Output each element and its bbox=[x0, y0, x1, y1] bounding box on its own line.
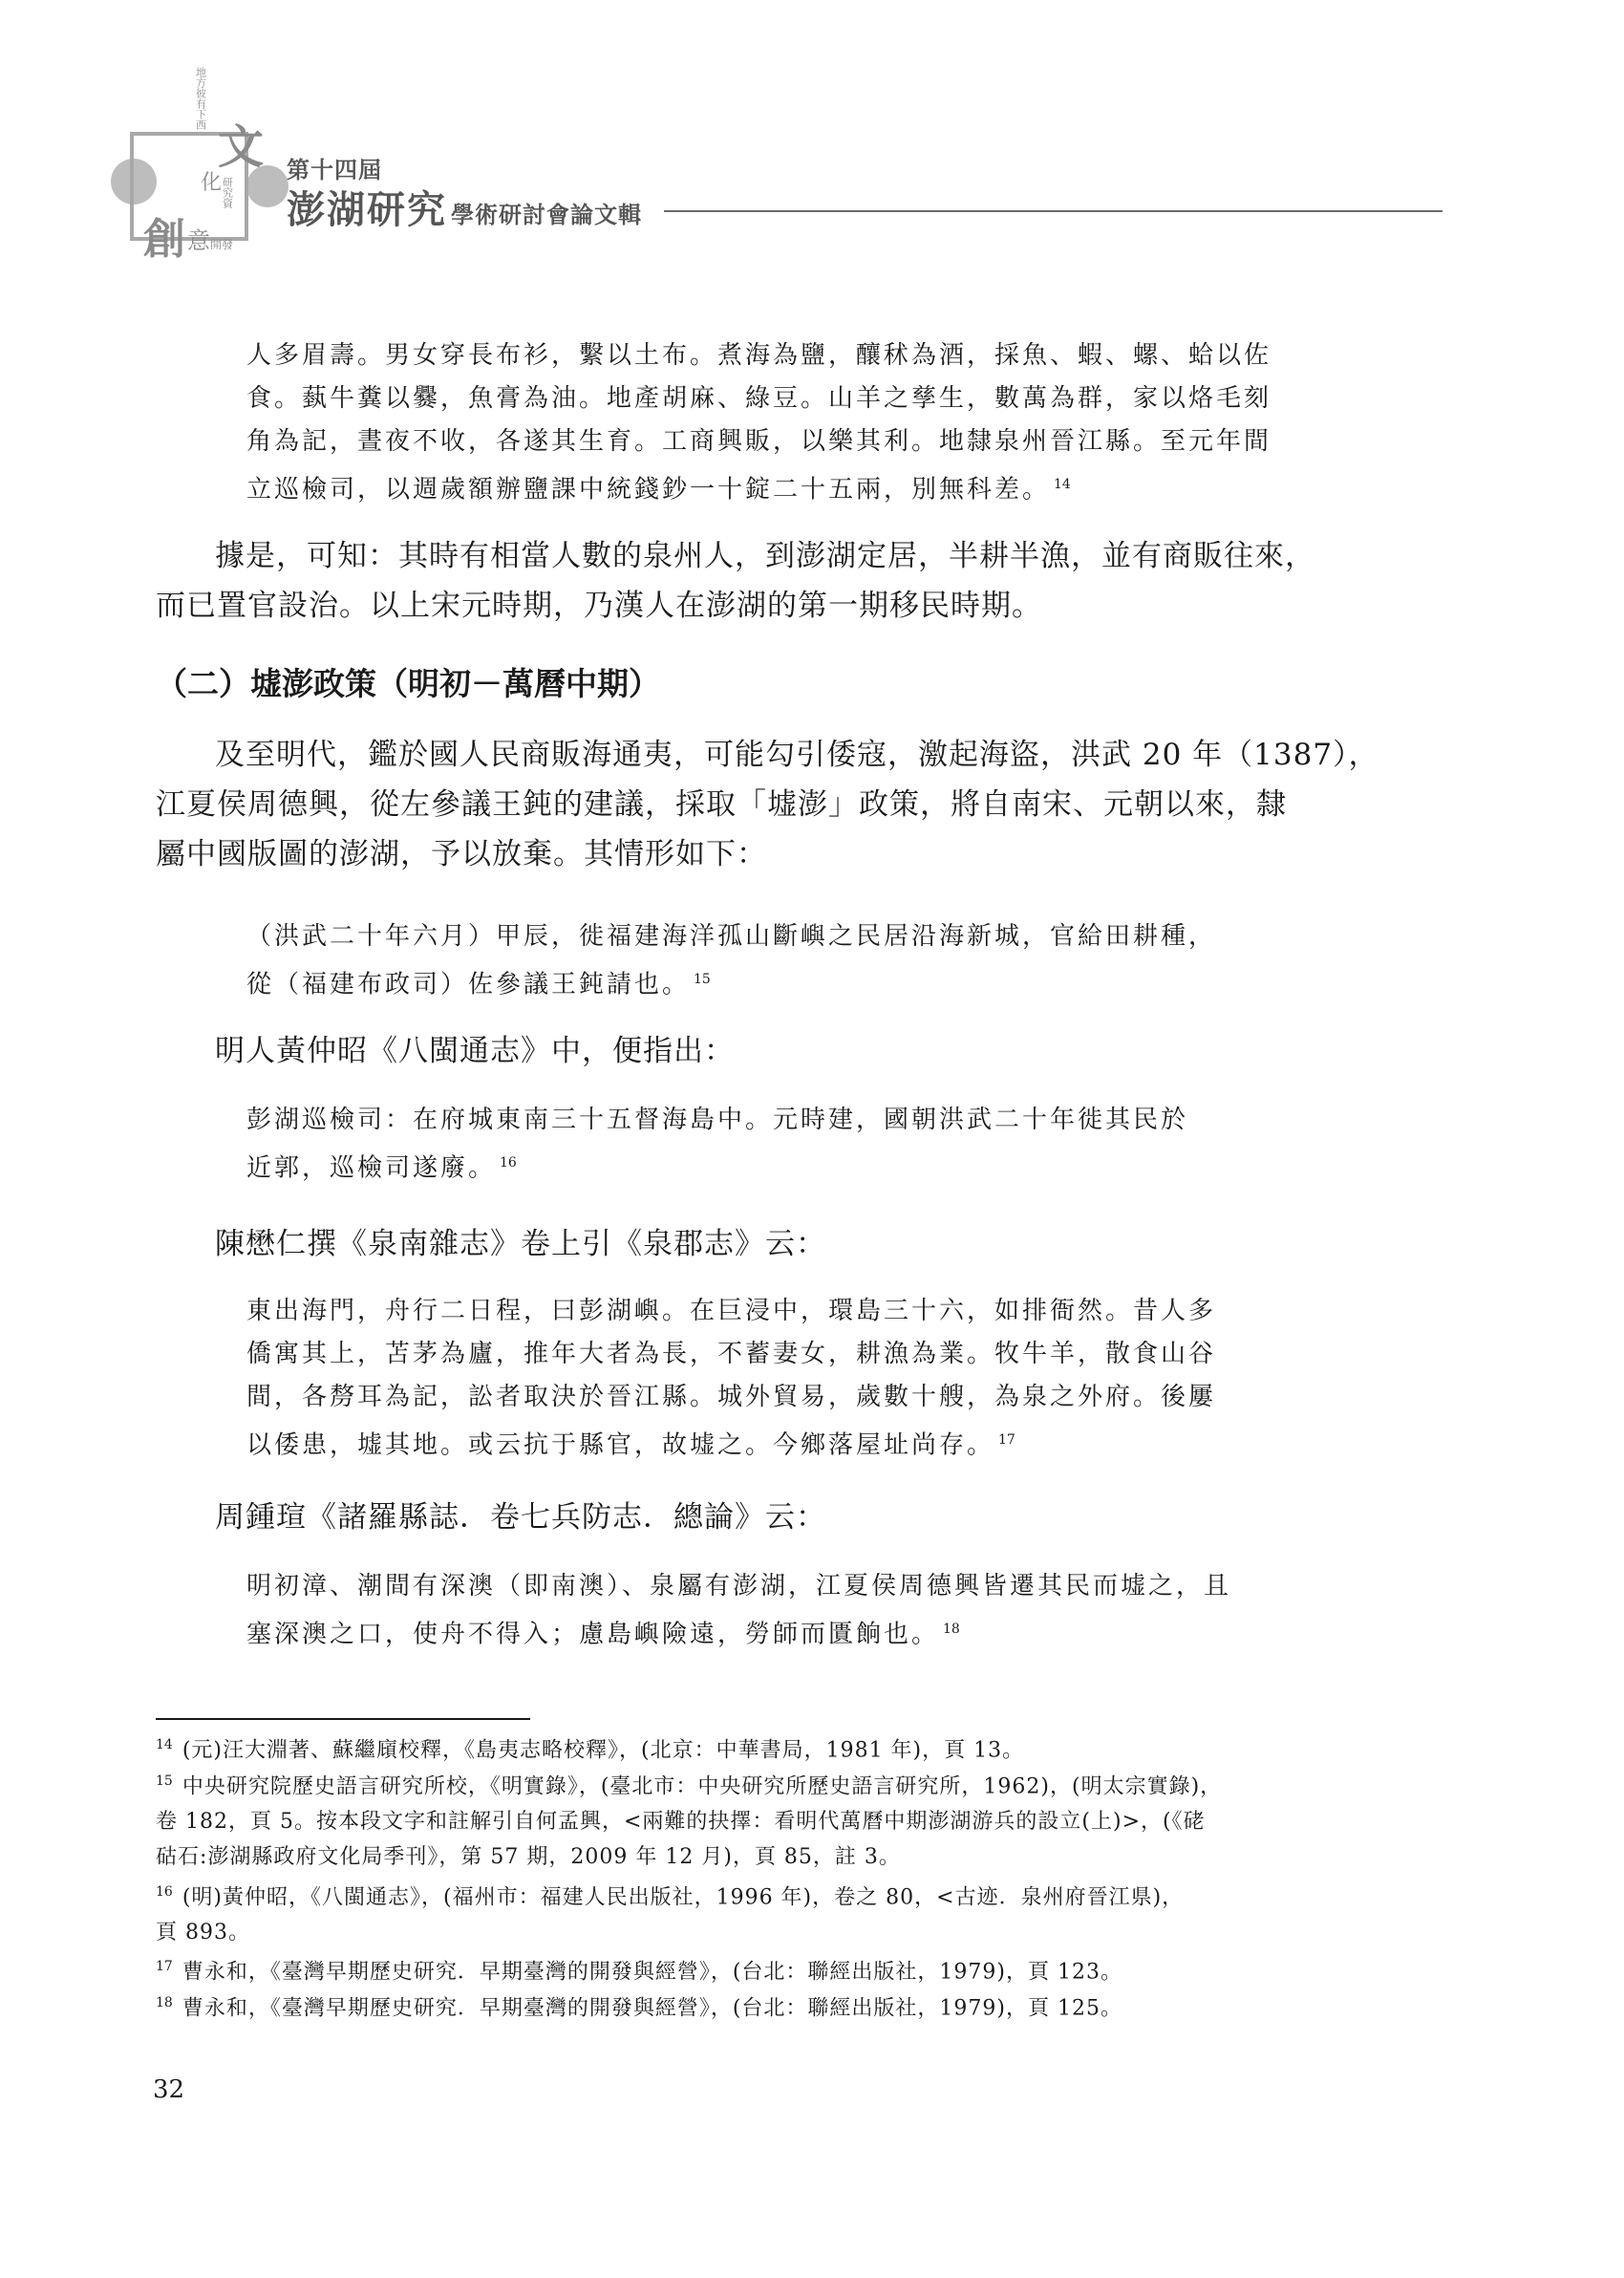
footnote-ref: 18 bbox=[943, 1622, 960, 1637]
footnote-text: (元)汪大淵著、蘇繼廎校釋，《島夷志略校釋》，(北京：中華書局，1981 年)，頁 13。 bbox=[182, 1738, 1025, 1763]
footnote-line bbox=[156, 1764, 1398, 1804]
footnote-number: 16 bbox=[156, 1884, 173, 1900]
quote-line: 人多眉壽。男女穿長布衫，繫以土布。煮海為鹽，釀秫為酒，採魚、蝦、螺、蛤以佐 bbox=[246, 341, 1272, 370]
quote-line bbox=[246, 1142, 1188, 1191]
quote-line bbox=[246, 1419, 1216, 1468]
series-title bbox=[287, 180, 642, 234]
header-rule bbox=[664, 210, 1442, 212]
footnote-number: 17 bbox=[156, 1959, 173, 1974]
edition-label: 第十四屆 bbox=[287, 156, 382, 183]
quote-line: 間，各剺耳為記，訟者取決於晉江縣。城外貿易，歲數十艘，為泉之外府。後屢 bbox=[246, 1383, 1217, 1411]
footnote-17 bbox=[156, 1949, 1398, 1989]
quote-line: 東出海門，舟行二日程，曰彭湖嶼。在巨浸中，環島三十六，如排衙然。昔人多 bbox=[246, 1297, 1217, 1325]
logo-side-text: 研究資 bbox=[221, 177, 234, 208]
footnote-18 bbox=[156, 1986, 1398, 2026]
quote-intro-4: 陳懋仁撰《泉南雜志》卷上引《泉郡志》云： bbox=[215, 1227, 826, 1261]
quote-line-text: 近郭，巡檢司遂廢。 bbox=[246, 1153, 497, 1183]
footnote-ref: 15 bbox=[694, 972, 711, 987]
paragraph-line: 屬中國版圖的澎湖，予以放棄。其情形如下： bbox=[156, 837, 767, 871]
footnote-number: 18 bbox=[156, 1995, 173, 2010]
quote-line: 彭湖巡檢司：在府城東南三十五督海島中。元時建，國朝洪武二十年徙其民於 bbox=[246, 1106, 1189, 1134]
quote-intro-5: 周鍾瑄《諸羅縣誌．卷七兵防志．總論》云： bbox=[215, 1500, 826, 1535]
logo-top-text: 地方彼有下西 bbox=[194, 67, 207, 130]
paragraph-line: 江夏侯周德興，從左參議王鈍的建議，採取「墟澎」政策，將自南宋、元朝以來，隸 bbox=[156, 787, 1287, 822]
footnote-text: 中央研究院歷史語言研究所校，《明實錄》，(臺北市：中央研究所歷史語言研究所，1962)，(明太宗實錄)， bbox=[182, 1774, 1223, 1799]
quote-line: （洪武二十年六月）甲辰，徙福建海洋孤山斷嶼之民居沿海新城，官給田耕種， bbox=[246, 922, 1217, 951]
footnote-ref: 16 bbox=[500, 1155, 517, 1171]
footnote-14 bbox=[156, 1728, 1398, 1768]
quote-line-text: 以倭患，墟其地。或云抗于縣官，故墟之。今鄉落屋址尚存。 bbox=[246, 1430, 995, 1460]
logo-big1: 文 bbox=[218, 120, 265, 174]
section-heading: （二）墟澎政策（明初－萬曆中期） bbox=[156, 665, 660, 702]
logo-big3: 創 bbox=[143, 215, 185, 263]
footnote-line: 頁 893。 bbox=[156, 1921, 250, 1945]
footnote-line bbox=[156, 1875, 1398, 1915]
footnote-text: (明)黃仲昭，《八閩通志》，(福州市：福建人民出版社，1996 年)，卷之 80，<古迹．泉州府晉江県)， bbox=[182, 1885, 1185, 1910]
quote-line-text: 從（福建布政司）佐參議王鈍請也。 bbox=[246, 970, 691, 999]
conference-logo bbox=[105, 57, 296, 263]
footnote-15 bbox=[156, 1764, 1398, 1875]
paragraph-1 bbox=[156, 531, 1315, 631]
paragraph-2 bbox=[156, 730, 1379, 879]
footnote-number: 14 bbox=[156, 1737, 173, 1752]
paragraph-line: 據是，可知：其時有相當人數的泉州人，到澎湖定居，半耕半漁，並有商販往來， bbox=[215, 539, 1315, 573]
footnote-number: 15 bbox=[156, 1773, 173, 1789]
logo-bottom-text: 開發 bbox=[210, 238, 234, 251]
paragraph-line: 及至明代，鑑於國人民商販海通夷，可能勾引倭寇，激起海盜，洪武 20 年（1387）， bbox=[215, 738, 1379, 772]
quote-line bbox=[246, 463, 1271, 512]
footnote-text: 曹永和，《臺灣早期歷史研究．早期臺灣的開發與經營》，(台北：聯經出版社，1979)，頁 123。 bbox=[182, 1960, 1122, 1985]
footnote-ref: 17 bbox=[998, 1432, 1015, 1448]
running-header bbox=[105, 57, 1442, 268]
block-quote-2 bbox=[246, 915, 1216, 1007]
block-quote-5 bbox=[246, 1565, 1231, 1657]
logo-big2: 化 bbox=[201, 171, 223, 195]
footnote-line bbox=[156, 1728, 1398, 1768]
quote-line: 角為記，晝夜不收，各遂其生育。工商興販，以樂其利。地隸泉州晉江縣。至元年間 bbox=[246, 427, 1272, 456]
footnote-line bbox=[156, 1986, 1398, 2026]
logo-big4: 意 bbox=[187, 227, 210, 254]
block-quote-1 bbox=[246, 334, 1271, 512]
block-quote-3 bbox=[246, 1099, 1188, 1191]
page-number: 32 bbox=[153, 2075, 185, 2104]
block-quote-4 bbox=[246, 1290, 1216, 1468]
footnote-separator bbox=[156, 1718, 530, 1720]
quote-line bbox=[246, 1608, 1231, 1657]
paragraph-line: 而已置官設治。以上宋元時期，乃漢人在澎湖的第一期移民時期。 bbox=[156, 589, 1042, 623]
footnote-text: 曹永和，《臺灣早期歷史研究．早期臺灣的開發與經營》，(台北：聯經出版社，1979)，頁 125。 bbox=[182, 1996, 1122, 2021]
footnote-16 bbox=[156, 1875, 1398, 1950]
series-title-sub: 學術研討會論文輯 bbox=[451, 201, 642, 228]
quote-line: 僑寓其上，苫茅為廬，推年大者為長，不蓄妻女，耕漁為業。牧牛羊，散食山谷 bbox=[246, 1340, 1217, 1368]
series-title-main: 澎湖研究 bbox=[287, 187, 447, 232]
quote-line: 明初漳、潮間有深澳（即南澳）、泉屬有澎湖，江夏侯周德興皆遷其民而墟之，且 bbox=[246, 1572, 1232, 1601]
quote-line: 食。蓺牛糞以爨，魚膏為油。地產胡麻、綠豆。山羊之孳生，數萬為群，家以烙毛刻 bbox=[246, 384, 1272, 413]
footnote-line: 卷 182，頁 5。按本段文字和註解引自何孟興，<兩難的抉擇：看明代萬曆中期澎湖游兵的設立(上)>，(《硓 bbox=[156, 1810, 1206, 1835]
quote-line-text: 塞深澳之口，使舟不得入；慮島嶼險遠，勞師而匱餉也。 bbox=[246, 1620, 940, 1649]
quote-line bbox=[246, 958, 1216, 1007]
footnote-line bbox=[156, 1949, 1398, 1989]
footnote-ref: 14 bbox=[1054, 477, 1071, 492]
footnote-line: 𥑮石:澎湖縣政府文化局季刊》，第 57 期，2009 年 12 月)，頁 85，註 3。 bbox=[156, 1845, 901, 1870]
quote-intro-3: 明人黃仲昭《八閩通志》中，便指出： bbox=[215, 1034, 735, 1068]
quote-line-text: 立巡檢司，以週歲額辦鹽課中統錢鈔一十錠二十五兩，別無科差。 bbox=[246, 475, 1051, 505]
